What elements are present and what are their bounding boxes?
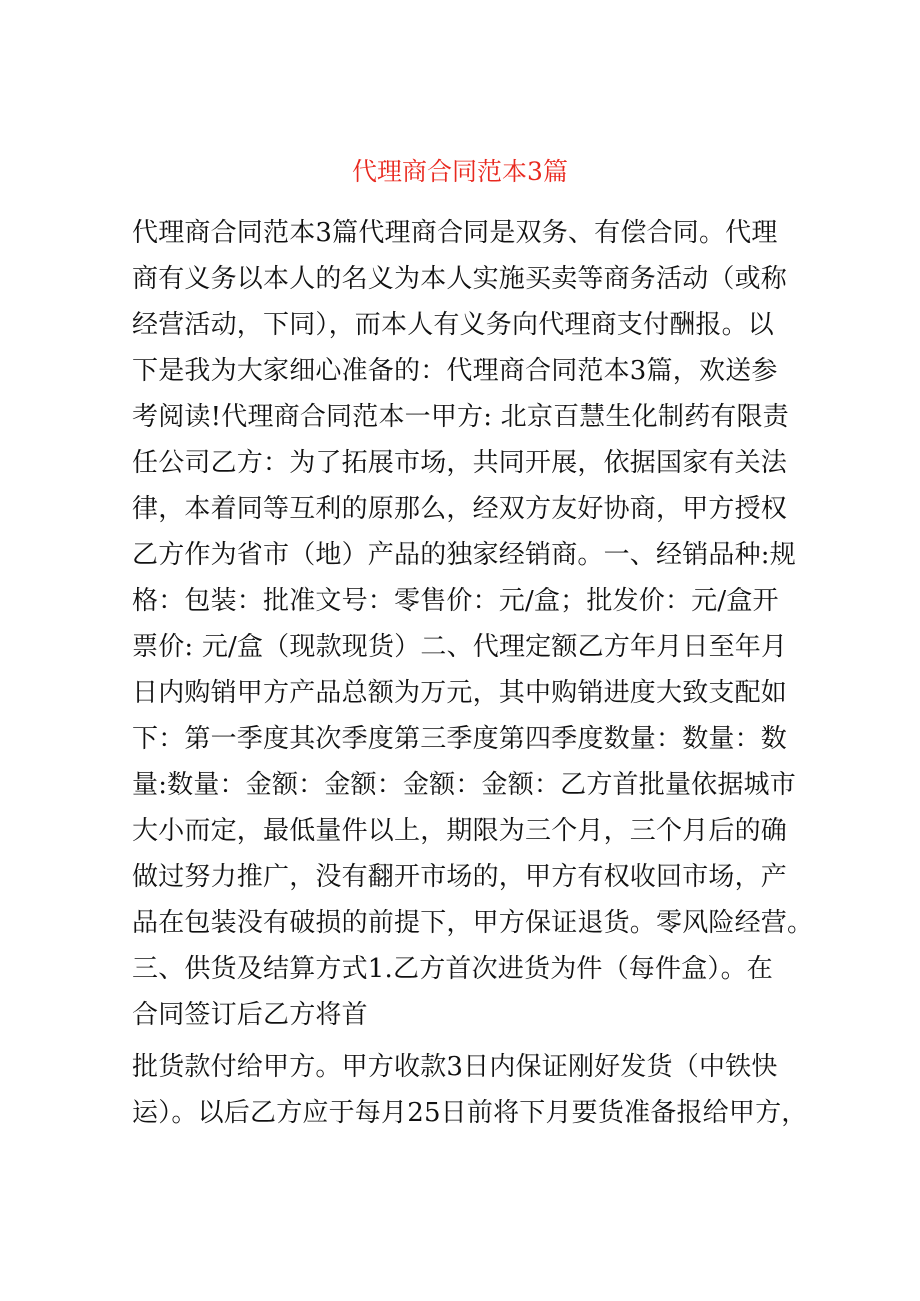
- body-line: 经营活动，下同），而本人有义务向代理商支付酬报。以: [132, 310, 775, 340]
- body-line: 代理商合同范本3篇代理商合同是双务、有偿合同。代理: [132, 218, 778, 248]
- body-line: 乙方作为省市（地）产品的独家经销商。一、经销品种:规: [132, 540, 796, 570]
- body-line: 做过努力推广，没有翻开市场的，甲方有权收回市场，产: [132, 862, 788, 892]
- body-line: 票价: 元/盒（现款现货）二、代理定额乙方年月日至年月: [132, 632, 788, 662]
- body-line: 三、供货及结算方式1.乙方首次进货为件（每件盒）。在: [132, 954, 774, 984]
- body-line: 批货款付给甲方。甲方收款3日内保证刚好发货（中铁快: [132, 1052, 778, 1082]
- body-line: 商有义务以本人的名义为本人实施买卖等商务活动（或称: [132, 264, 788, 294]
- body-line: 任公司乙方：为了拓展市场，共同开展，依据国家有关法: [132, 448, 788, 478]
- body-line: 合同签订后乙方将首: [132, 1000, 368, 1030]
- body-line: 格：包装：批准文号：零售价：元/盒；批发价：元/盒开: [132, 586, 779, 616]
- body-line: 考阅读!代理商合同范本一甲方: 北京百慧生化制药有限责: [132, 402, 789, 432]
- body-line: 下是我为大家细心准备的：代理商合同范本3篇，欢送参: [132, 356, 778, 386]
- document-title: 代理商合同范本3篇: [352, 157, 568, 186]
- body-line: 量:数量：金额：金额：金额：金额：乙方首批量依据城市: [132, 770, 796, 800]
- body-line: 日内购销甲方产品总额为万元，其中购销进度大致支配如: [132, 678, 788, 708]
- body-line: 运）。以后乙方应于每月25日前将下月要货准备报给甲方，: [132, 1098, 808, 1128]
- body-line: 大小而定，最低量件以上，期限为三个月，三个月后的确: [132, 816, 788, 846]
- body-line: 品在包装没有破损的前提下，甲方保证退货。零风险经营。: [132, 908, 814, 938]
- document-body: [132, 210, 822, 1136]
- body-line: 下：第一季度其次季度第三季度第四季度数量：数量：数: [132, 724, 788, 754]
- body-line: 律，本着同等互利的原那么，经双方友好协商，甲方授权: [132, 494, 788, 524]
